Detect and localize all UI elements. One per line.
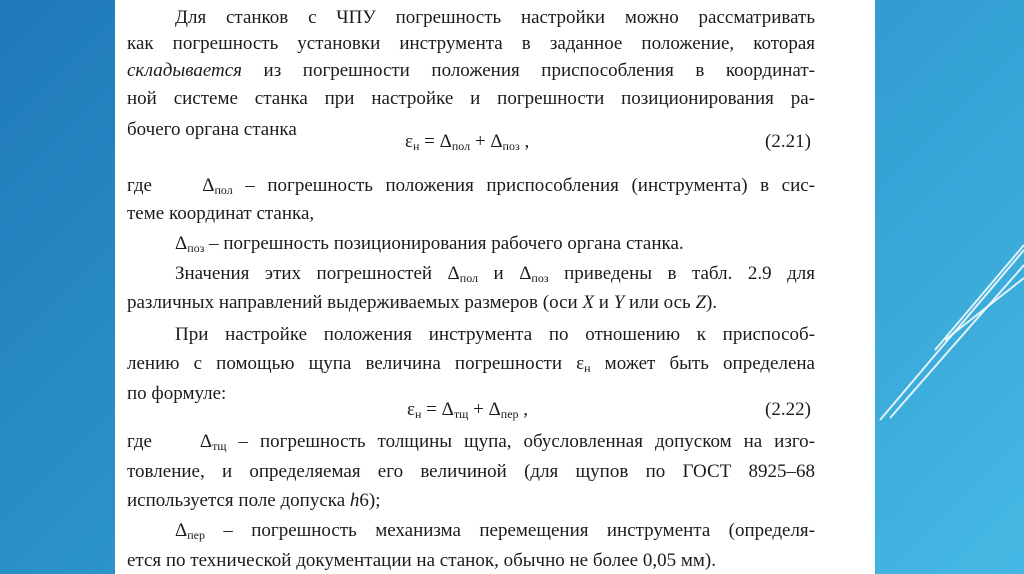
deco-line <box>935 245 1024 350</box>
document-page <box>115 0 875 574</box>
text-line: лению с помощью щупа величина погрешности $\varepsilon_н$ может быть определена <box>127 353 815 375</box>
italic-word: складывается <box>127 60 242 81</box>
text-line: $\Delta_{пер}$ – погрешность механизма перемещения инструмента (определя- <box>175 520 815 542</box>
text-line: ной системе станка при настройке и погрешности позиционирования ра- <box>127 88 815 109</box>
text-line: различных направлений выдерживаемых размеров (оси X и Y или ось Z). <box>127 292 718 313</box>
equation-number: (2.21) <box>765 131 811 152</box>
text-line: по формуле: <box>127 383 227 404</box>
text-line: теме координат станка, <box>127 203 315 224</box>
text-line: $\Delta_{поз}$ – погрешность позиционирования рабочего органа станка. <box>175 233 684 255</box>
text-line: ется по технической документации на станок, обычно не более 0,05 мм). <box>127 550 716 571</box>
text-line: используется поле допуска h6); <box>127 490 381 511</box>
deco-line <box>945 278 1024 340</box>
deco-line <box>880 250 1024 420</box>
formula-2-21: $\varepsilon_н = \Delta_{пол} + \Delta_{поз}$ , <box>405 131 530 153</box>
text-line: складывается из погрешности положения приспособления в координат- <box>127 60 815 81</box>
text-line: товление, и определяемая его величиной (для щупов по ГОСТ 8925–68 <box>127 461 815 482</box>
formula-2-22: $\varepsilon_н = \Delta_{тщ} + \Delta_{пер}$ , <box>407 399 529 421</box>
text-line: где $\Delta_{пол}$ – погрешность положения приспособления (инструмента) в сис- <box>127 175 815 197</box>
text-line: При настройке положения инструмента по отношению к приспособ- <box>175 324 815 345</box>
text-line: где $\Delta_{тщ}$ – погрешность толщины щупа, обусловленная допуском на изго- <box>127 431 816 453</box>
text-line: бочего органа станка <box>127 119 297 140</box>
text-line: Значения этих погрешностей $\Delta_{пол}$ и $\Delta_{поз}$ приведены в табл. 2.9 для <box>175 263 815 285</box>
equation-number: (2.22) <box>765 399 811 420</box>
text-line: как погрешность установки инструмента в заданное положение, которая <box>127 33 815 54</box>
text-line: Для станков с ЧПУ погрешность настройки можно рассматривать <box>175 7 815 28</box>
deco-line <box>890 265 1024 418</box>
